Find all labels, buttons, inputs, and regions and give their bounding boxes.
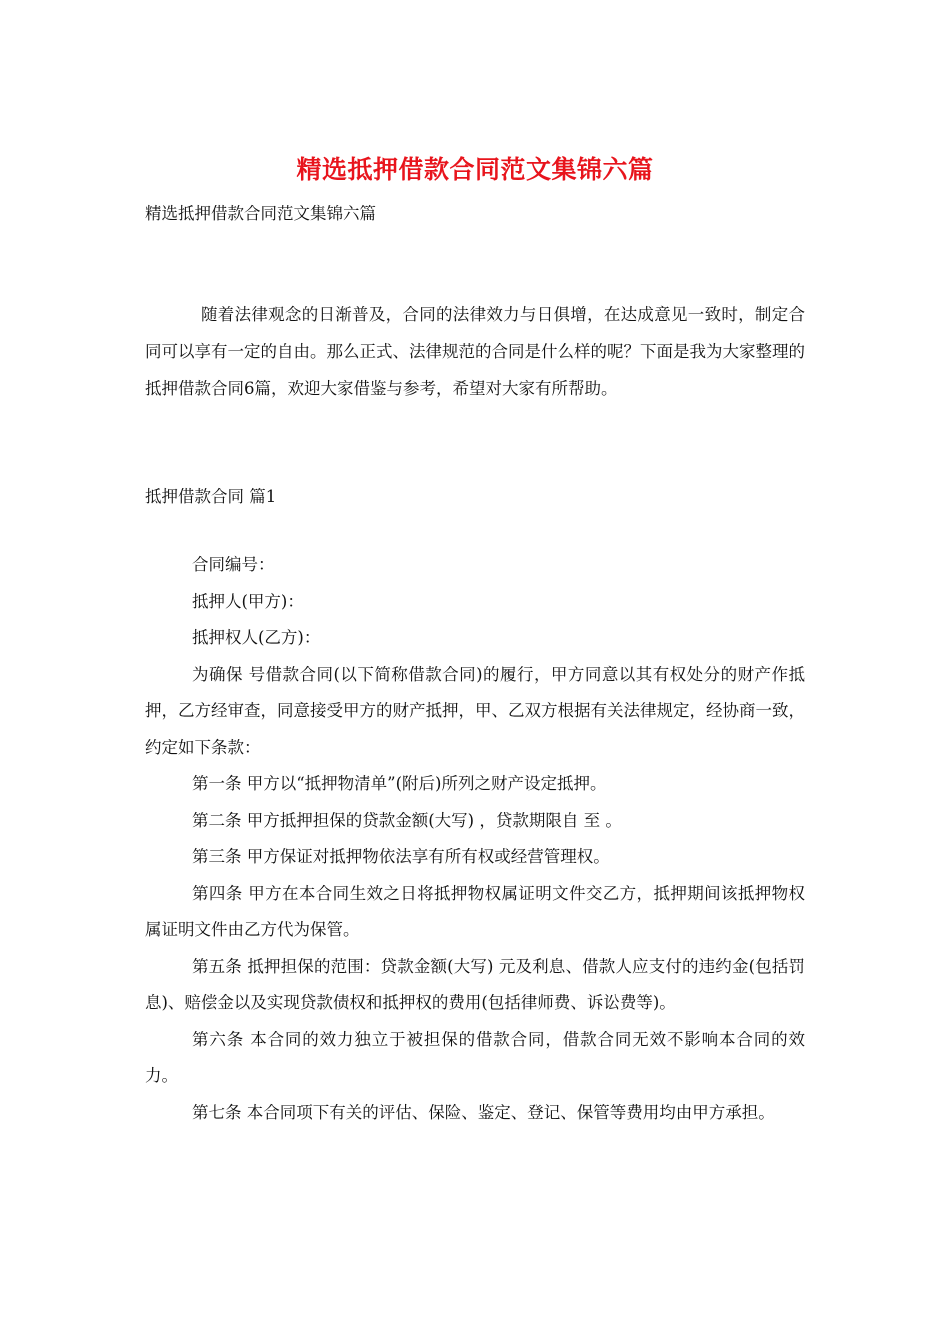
mortgagee-line: 抵押权人(乙方)： <box>192 628 321 647</box>
document-subtitle: 精选抵押借款合同范文集锦六篇 <box>145 204 376 223</box>
article-7: 第七条 本合同项下有关的评估、保险、鉴定、登记、保管等费用均由甲方承担。 <box>192 1102 775 1122</box>
section-heading: 抵押借款合同 篇1 <box>145 487 277 506</box>
contract-number-line: 合同编号： <box>192 555 275 574</box>
article-2: 第二条 甲方抵押担保的贷款金额(大写) ，贷款期限自 至 。 <box>192 810 622 830</box>
article-6: 第六条 本合同的效力独立于被担保的借款合同，借款合同无效不影响本合同的效力。 <box>145 1029 805 1085</box>
preamble-paragraph: 为确保 号借款合同(以下简称借款合同)的履行，甲方同意以其有权处分的财产作抵押，乙方经审查，同意接受甲方的财产抵押，甲、乙双方根据有关法律规定，经协商一致，约定如下条款： <box>145 664 805 757</box>
contract-body <box>145 547 805 1131</box>
mortgagor-line: 抵押人(甲方)： <box>192 591 304 611</box>
article-5: 第五条 抵押担保的范围：贷款金额(大写) 元及利息、借款人应支付的违约金(包括罚息)、赔偿金以及实现贷款债权和抵押权的费用(包括律师费、诉讼费等)。 <box>145 956 805 1012</box>
article-1: 第一条 甲方以“抵押物清单”(附后)所列之财产设定抵押。 <box>192 774 607 793</box>
article-4: 第四条 甲方在本合同生效之日将抵押物权属证明文件交乙方，抵押期间该抵押物权属证明文件由乙方代为保管。 <box>145 883 805 939</box>
article-3: 第三条 甲方保证对抵押物依法享有所有权或经营管理权。 <box>192 847 610 866</box>
intro-paragraph: 随着法律观念的日渐普及，合同的法律效力与日俱增，在达成意见一致时，制定合同可以享有一定的自由。那么正式、法律规范的合同是什么样的呢？下面是我为大家整理的抵押借款合同6篇，欢迎大家借鉴与参考，希望对大家有所帮助。 <box>145 305 805 398</box>
document-title: 精选抵押借款合同范文集锦六篇 <box>296 155 654 184</box>
